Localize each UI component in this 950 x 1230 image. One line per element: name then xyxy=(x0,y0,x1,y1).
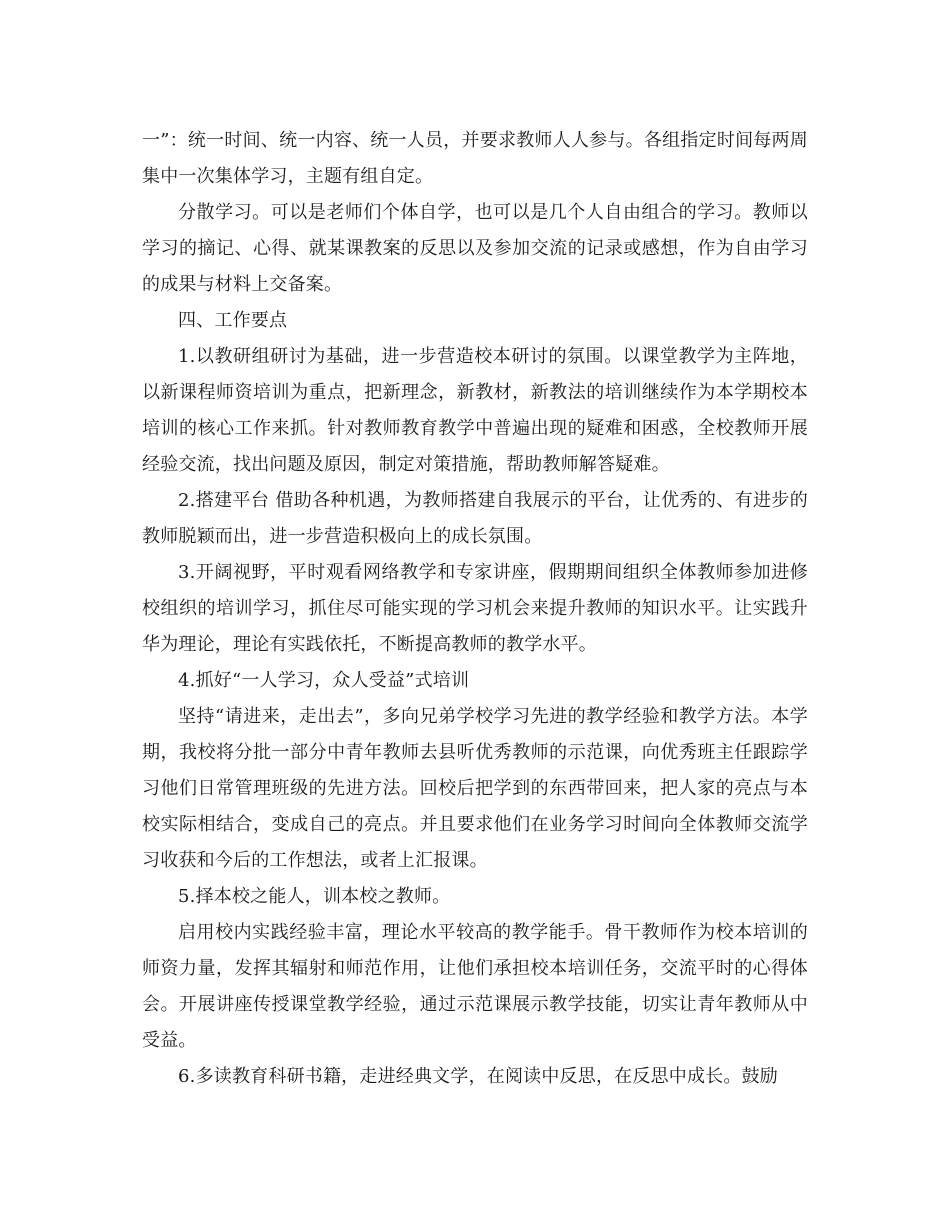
paragraph: 分散学习。可以是老师们个体自学，也可以是几个人自由组合的学习。教师以学习的摘记、心得、就某课教案的反思以及参加交流的记录或感想，作为自由学习的成果与材料上交备案。 xyxy=(142,202,808,295)
document-body xyxy=(142,123,808,1095)
list-item-heading: 5.择本校之能人，训本校之教师。 xyxy=(178,886,451,907)
list-item-heading: 4.抓好“一人学习，众人受益”式培训 xyxy=(178,670,470,691)
paragraph: 1.以教研组研讨为基础，进一步营造校本研讨的氛围。以课堂教学为主阵地，以新课程师资培训为重点，把新理念，新教材，新教法的培训继续作为本学期校本培训的核心工作来抓。针对教师教育教学中普遍出现的疑难和困惑，全校教师开展经验交流，找出问题及原因，制定对策措施，帮助教师解答疑难。 xyxy=(142,346,808,475)
paragraph: 一”：统一时间、统一内容、统一人员，并要求教师人人参与。各组指定时间每两周集中一次集体学习，主题有组自定。 xyxy=(142,130,808,187)
paragraph: 2.搭建平台 借助各种机遇，为教师搭建自我展示的平台，让优秀的、有进步的教师脱颖而出，进一步营造积极向上的成长氛围。 xyxy=(142,490,808,547)
section-heading: 四、工作要点 xyxy=(178,310,288,331)
paragraph: 3.开阔视野，平时观看网络教学和专家讲座，假期期间组织全体教师参加进修校组织的培训学习，抓住尽可能实现的学习机会来提升教师的知识水平。让实践升华为理论，理论有实践依托，不断提高教师的教学水平。 xyxy=(142,562,808,655)
paragraph: 启用校内实践经验丰富，理论水平较高的教学能手。骨干教师作为校本培训的师资力量，发挥其辐射和师范作用，让他们承担校本培训任务，交流平时的心得体会。开展讲座传授课堂教学经验，通过示范课展示教学技能，切实让青年教师从中受益。 xyxy=(142,922,808,1051)
paragraph: 6.多读教育科研书籍，走进经典文学，在阅读中反思，在反思中成长。鼓励 xyxy=(178,1066,778,1087)
paragraph: 坚持“请进来，走出去”，多向兄弟学校学习先进的教学经验和教学方法。本学期，我校将分批一部分中青年教师去县听优秀教师的示范课，向优秀班主任跟踪学习他们日常管理班级的先进方法。回校后把学到的东西带回来，把人家的亮点与本校实际相结合，变成自己的亮点。并且要求他们在业务学习时间向全体教师交流学习收获和今后的工作想法，或者上汇报课。 xyxy=(142,706,808,871)
